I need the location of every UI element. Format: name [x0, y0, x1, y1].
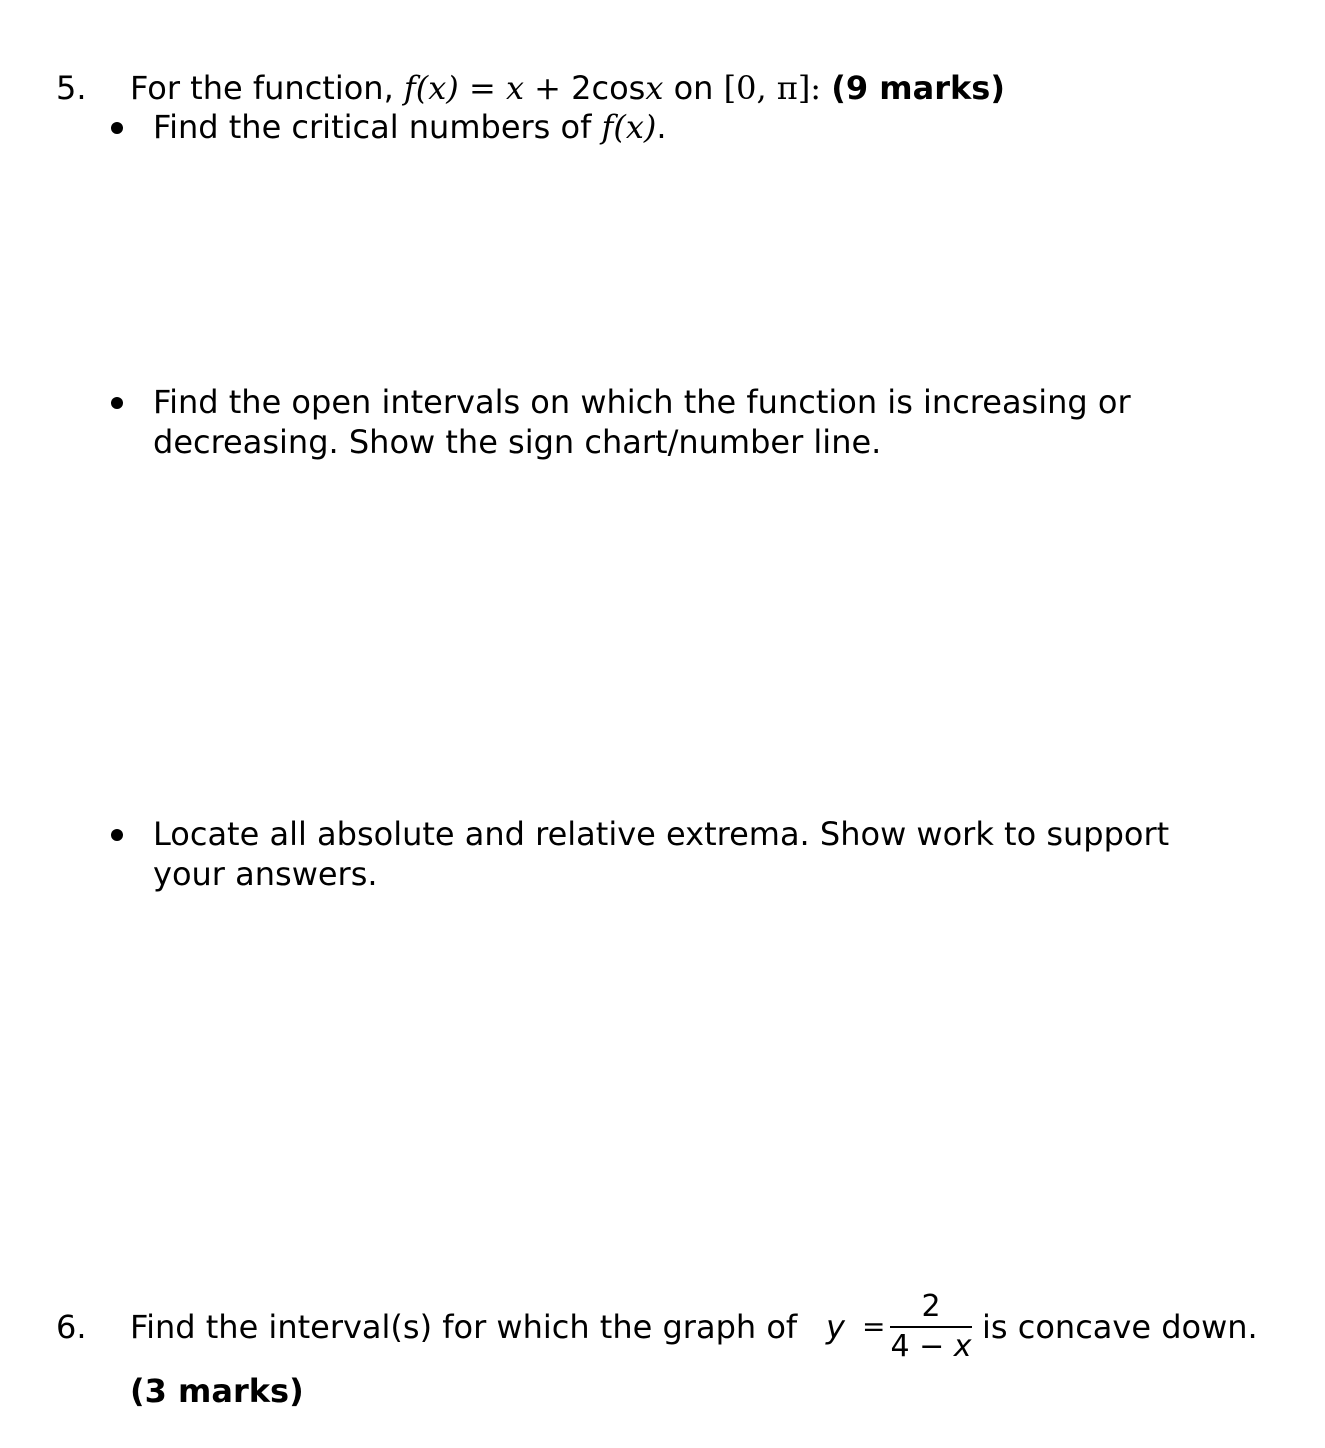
question-6-marks: (3 marks) [130, 1372, 304, 1410]
question-6-number: 6. [56, 1308, 87, 1346]
question-6-text-before: Find the interval(s) for which the graph of [130, 1308, 798, 1346]
bullet-icon [111, 397, 123, 409]
q6-equals-sign: = [862, 1310, 886, 1343]
fraction-numerator: 2 [921, 1289, 941, 1324]
q6-y-variable: y [826, 1308, 845, 1346]
question-5-prompt [130, 68, 1005, 108]
q6-fraction [890, 1290, 972, 1364]
question-5-part-2-line-2: decreasing. Show the sign chart/number line. [153, 423, 882, 461]
fraction-denominator: 4 − x [890, 1329, 972, 1364]
question-5-part-3-line-1: Locate all absolute and relative extrema. Show work to support [153, 815, 1170, 853]
plus-sign: + [534, 69, 561, 107]
question-5-part-3-line-2: your answers. [153, 855, 378, 893]
function-term-cos-arg: x [645, 69, 664, 107]
fraction-bar [890, 1326, 972, 1328]
question-5-part-1 [153, 107, 667, 147]
part-1-function: f(x) [601, 108, 657, 146]
part-1-period: . [656, 108, 667, 146]
question-5-intro: For the function, [130, 69, 394, 107]
part-1-text: Find the critical numbers of [153, 108, 592, 146]
on-word: on [673, 69, 714, 107]
function-term-x: x [505, 69, 524, 107]
function-name: f(x) [403, 69, 459, 107]
question-5-part-2-line-1: Find the open intervals on which the function is increasing or [153, 383, 1131, 421]
function-term-cos: 2cos [571, 69, 646, 107]
bullet-icon [111, 829, 123, 841]
question-5-number: 5. [56, 69, 87, 107]
bullet-icon [111, 122, 123, 134]
question-6-text-after: is concave down. [982, 1308, 1258, 1346]
equals-sign: = [468, 69, 496, 107]
domain-interval: [0, π]: [723, 69, 822, 107]
question-5-marks: (9 marks) [831, 69, 1005, 107]
